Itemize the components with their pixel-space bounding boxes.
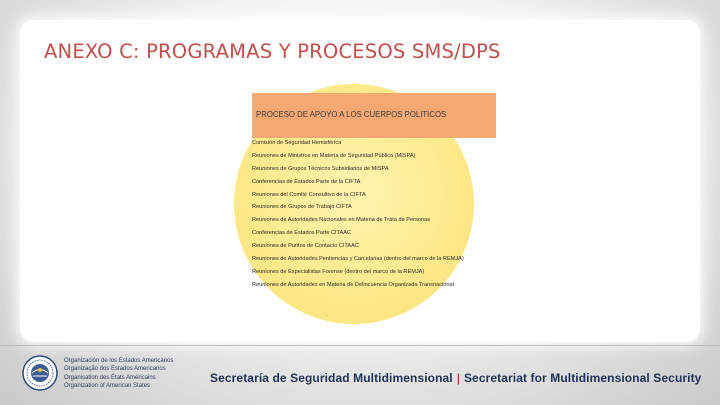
secretariat-banner	[210, 371, 701, 385]
list-item: Reuniones de Puntos de Contacto CITAAC	[252, 243, 359, 250]
table-header: PROCESO DE APOYO A LOS CUERPOS POLITICOS	[256, 110, 447, 119]
list-item: Reuniones de Especialistas Forense (dentro del marco de la REMJA)	[252, 268, 425, 275]
list-item: Reuniones de Autoridades Nacionales en Materia de Trata de Personas	[252, 217, 430, 224]
list-item: Reuniones de Grupos Técnicos Subsidiarios de MISPA	[252, 165, 389, 172]
org-name-fr: Organisation des États Américains	[64, 374, 156, 381]
list-item: Reuniones del Comité Consultivo de la CIFTA	[252, 191, 366, 198]
list-item: Reuniones de Autoridades en Materia de Delincuencia Organizada Transnacional	[252, 281, 454, 288]
list-item: Reuniones de Ministros en Materia de Seguridad Pública (MISPA)	[252, 152, 416, 159]
org-name-es: Organización de los Estados Americanos	[64, 358, 174, 364]
secretariat-en: Secretariat for Multidimensional Security	[463, 371, 702, 385]
oas-seal-icon	[22, 355, 58, 391]
list-item: Conferencias de Estados Parte de la CIFTA	[252, 178, 361, 185]
list-item: Conferencias de Estados Parte CITAAC	[252, 230, 352, 237]
list-item: Reuniones de Grupos de Trabajo CIFTA	[252, 204, 352, 211]
list-item: Reuniones de Autoridades Penitencias y Carcelarias (dentro del marco de la REMJA)	[252, 256, 464, 263]
org-name-en: Organization of American States	[64, 383, 151, 390]
list-item: Comisión de Seguridad Hemisférica	[252, 140, 342, 146]
secretariat-es: Secretaría de Seguridad Multidimensional	[210, 371, 453, 385]
org-name-pt: Organização dos Estados Americanos	[64, 366, 166, 373]
process-list	[252, 140, 496, 295]
slide-title: ANEXO C: PROGRAMAS Y PROCESOS SMS/DPS	[44, 40, 501, 63]
secretariat-separator: |	[456, 371, 460, 385]
organization-names	[64, 357, 173, 391]
footer-divider	[0, 345, 720, 346]
